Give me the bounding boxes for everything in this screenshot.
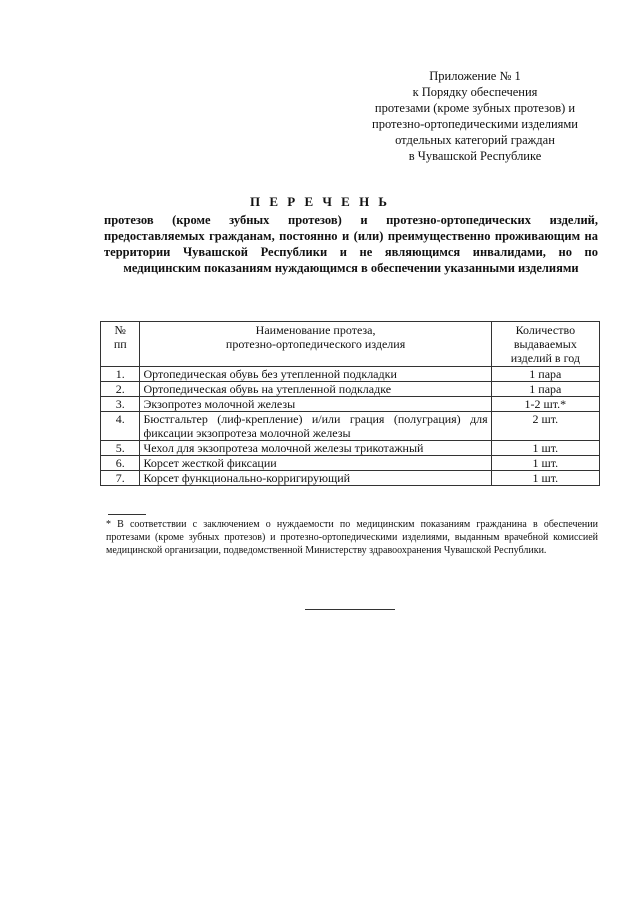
document-title: П Е Р Е Ч Е Н Ь (249, 194, 391, 209)
header-qty-line: выдаваемых (513, 337, 577, 351)
row-qty: 1 пара (491, 382, 599, 397)
row-num: 6. (101, 456, 140, 471)
footnote: * В соответствии с заключением о нуждаемости по медицинским показаниям гражданина в обеспечении протезами (кроме зубных протезов) и протезно-ортопедическими изделиями, выданным врачебной комиссией медицинской организации, подведомственной Министерству здравоохранения Чувашской Республики. (106, 519, 598, 556)
header-qty (491, 322, 599, 367)
row-name: Корсет функционально-корригирующий (140, 471, 491, 486)
row-name: Экзопротез молочной железы (140, 397, 491, 412)
appendix-line: протезами (кроме зубных протезов) и (374, 101, 576, 115)
table-row (101, 397, 600, 412)
document-subtitle: протезов (кроме зубных протезов) и протезно-ортопедических изделий, предоставляемых гражданам, постоянно и (или) преимущественно проживающим на территории Чувашской Республики и не являющимся инвалидами, но по медицинским показаниям нуждающимся в обеспечении указанными изделиями (104, 213, 598, 275)
table-row (101, 382, 600, 397)
row-num: 3. (101, 397, 140, 412)
row-qty: 1 шт. (491, 471, 599, 486)
row-qty: 1-2 шт.* (491, 397, 599, 412)
appendix-header (340, 68, 610, 164)
row-num: 7. (101, 471, 140, 486)
row-qty: 1 шт. (491, 456, 599, 471)
header-name-line: Наименование протеза, (255, 323, 376, 337)
header-name-line: протезно-ортопедического изделия (225, 337, 406, 351)
row-qty: 2 шт. (491, 412, 599, 441)
row-name: Бюстгальтер (лиф-крепление) и/или грация (полуграция) для фиксации экзопротеза молочной железы (140, 412, 491, 441)
header-num-line: № (114, 323, 126, 337)
appendix-line: Приложение № 1 (429, 69, 521, 83)
row-qty: 1 шт. (491, 441, 599, 456)
appendix-line: в Чувашской Республике (408, 149, 542, 163)
appendix-line: к Порядку обеспечения (412, 85, 538, 99)
table-row (101, 367, 600, 382)
table-row (101, 471, 600, 486)
header-qty-line: Количество (515, 323, 576, 337)
header-qty-line: изделий в год (510, 351, 580, 365)
end-divider (305, 609, 395, 610)
row-qty: 1 пара (491, 367, 599, 382)
header-num (101, 322, 140, 367)
row-num: 4. (101, 412, 140, 441)
appendix-line: протезно-ортопедическими изделиями (372, 117, 578, 131)
row-num: 5. (101, 441, 140, 456)
table-row (101, 441, 600, 456)
row-name: Чехол для экзопротеза молочной железы трикотажный (140, 441, 491, 456)
products-table (100, 321, 600, 486)
table-row (101, 456, 600, 471)
row-name: Корсет жесткой фиксации (140, 456, 491, 471)
header-num-line: пп (113, 337, 127, 351)
table-row (101, 412, 600, 441)
row-num: 2. (101, 382, 140, 397)
header-name (140, 322, 491, 367)
row-num: 1. (101, 367, 140, 382)
table-header-row (101, 322, 600, 367)
row-name: Ортопедическая обувь на утепленной подкладке (140, 382, 491, 397)
appendix-line: отдельных категорий граждан (395, 133, 555, 147)
footnote-divider (108, 514, 146, 515)
row-name: Ортопедическая обувь без утепленной подкладки (140, 367, 491, 382)
